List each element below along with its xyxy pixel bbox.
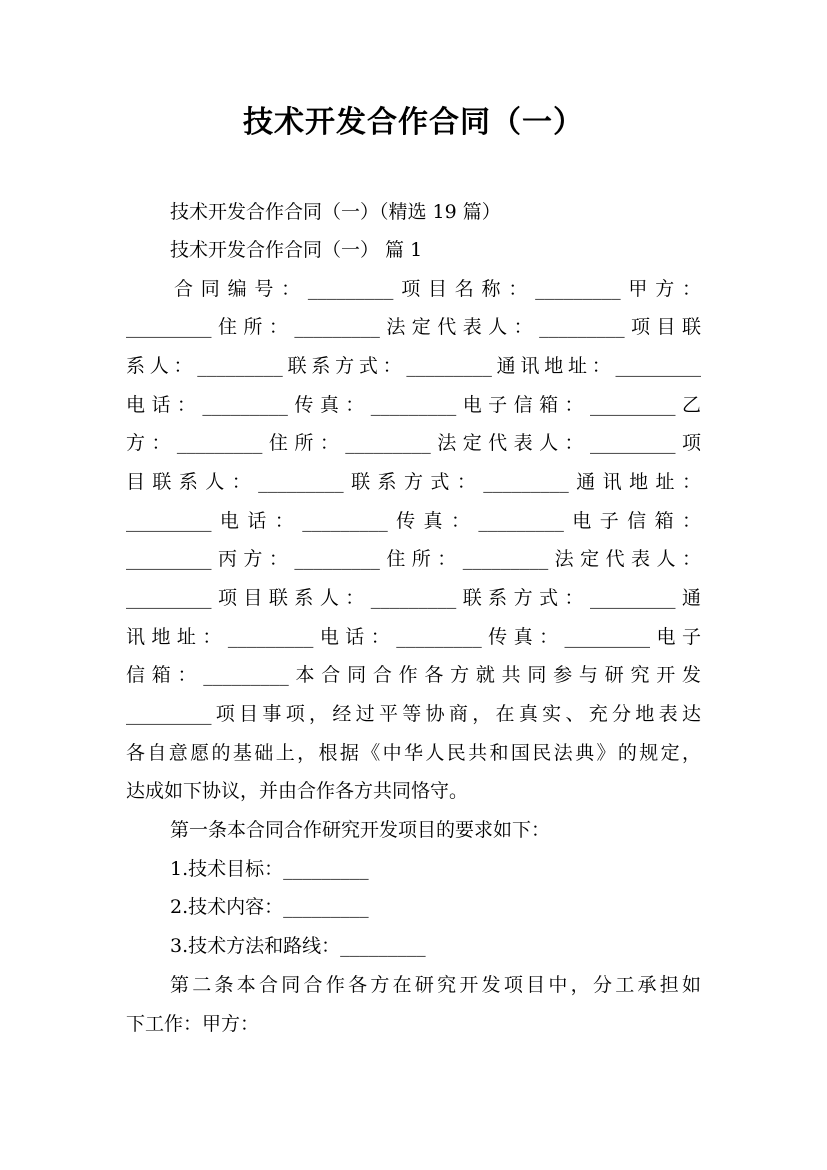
contract-text-line: 电话：_________传真：_________电子信箱：_________乙 [126,394,701,416]
contract-text-line: _________项目联系人：_________联系方式：_________通 [126,587,701,609]
contract-text-line: 下工作：甲方： [126,1013,260,1035]
contract-text-line: 达成如下协议，并由合作各方共同恪守。 [126,780,469,802]
contract-text-line: 讯地址：_________电话：_________传真：_________电子 [126,626,701,648]
section-heading: 技术开发合作合同（一） 篇 1 [170,239,423,261]
contract-text-line: 目联系人：_________联系方式：_________通讯地址： [126,471,701,493]
contract-text-line: 信箱：_________本合同合作各方就共同参与研究开发 [126,664,701,686]
contract-text-line: 各自意愿的基础上，根据《中华人民共和国民法典》的规定， [126,742,701,764]
document-title: 技术开发合作合同（一） [243,105,584,140]
article-heading: 第二条本合同合作各方在研究开发项目中，分工承担如 [170,974,701,996]
list-item: 3.技术方法和路线：_________ [170,935,426,957]
contract-text-line: _________丙方：_________住所：_________法定代表人： [126,548,701,570]
contract-text-line: _________住所：_________法定代表人：_________项目联 [126,316,701,338]
contract-text-line: _________项目事项，经过平等协商，在真实、充分地表达 [126,703,701,725]
article-heading: 第一条本合同合作研究开发项目的要求如下： [170,819,551,841]
list-item: 1.技术目标：_________ [170,858,369,880]
contract-text-line: 方：_________住所：_________法定代表人：_________项 [126,432,701,454]
list-item: 2.技术内容：_________ [170,896,369,918]
contract-text-line: _________电话：_________传真：_________电子信箱： [126,510,701,532]
contract-text-line: 合同编号：_________项目名称：_________甲方： [174,278,701,300]
contract-text-line: 系人：_________联系方式：_________通讯地址：_________ [126,355,701,377]
subtitle-line: 技术开发合作合同（一）（精选 19 篇） [170,201,501,223]
